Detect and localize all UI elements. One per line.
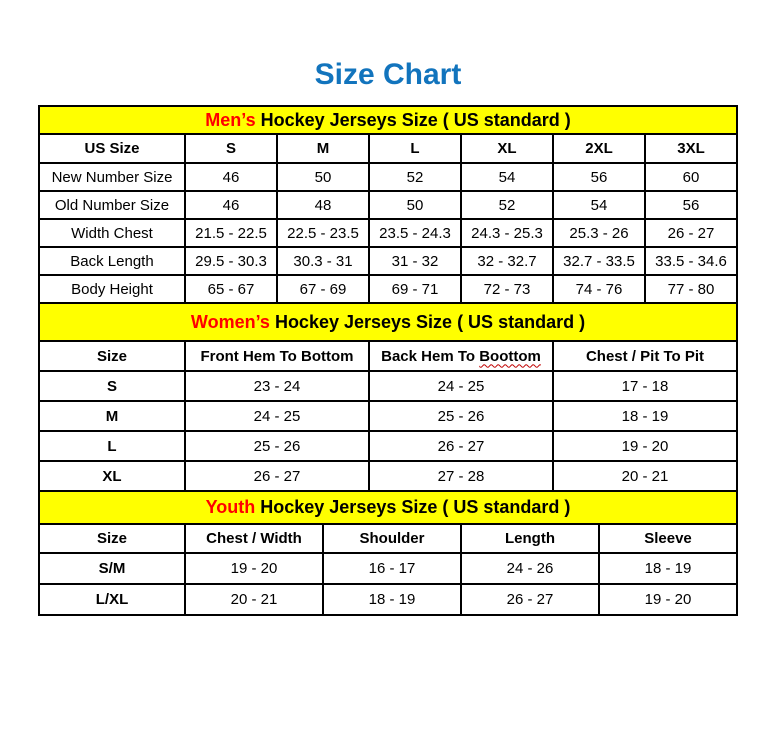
- mens-cell: 54: [553, 191, 645, 219]
- table-row: [39, 553, 737, 584]
- table-row: [39, 275, 737, 303]
- mens-size-table: [38, 105, 738, 304]
- mens-cell: 32.7 - 33.5: [553, 247, 645, 275]
- mens-cell: 52: [369, 163, 461, 191]
- youth-banner-rest: Hockey Jerseys Size ( US standard ): [255, 497, 571, 517]
- mens-cell: 69 - 71: [369, 275, 461, 303]
- mens-header-s: S: [185, 134, 277, 163]
- mens-cell: 50: [369, 191, 461, 219]
- youth-cell: 18 - 19: [323, 584, 461, 615]
- mens-cell: 56: [553, 163, 645, 191]
- womens-size-label: M: [39, 401, 185, 431]
- youth-size-label: S/M: [39, 553, 185, 584]
- table-row: [39, 584, 737, 615]
- mens-cell: 77 - 80: [645, 275, 737, 303]
- mens-cell: 33.5 - 34.6: [645, 247, 737, 275]
- womens-cell: 25 - 26: [369, 401, 553, 431]
- youth-header-chest-width: Chest / Width: [185, 524, 323, 553]
- womens-cell: 17 - 18: [553, 371, 737, 401]
- mens-cell: 22.5 - 23.5: [277, 219, 369, 247]
- youth-size-table: [38, 490, 738, 616]
- mens-cell: 72 - 73: [461, 275, 553, 303]
- womens-banner-rest: Hockey Jerseys Size ( US standard ): [269, 311, 586, 332]
- mens-cell: 31 - 32: [369, 247, 461, 275]
- mens-cell: 32 - 32.7: [461, 247, 553, 275]
- table-row: [39, 431, 737, 461]
- mens-cell: 23.5 - 24.3: [369, 219, 461, 247]
- mens-banner: [39, 106, 737, 134]
- table-row: [39, 219, 737, 247]
- womens-header-size: Size: [39, 341, 185, 371]
- youth-header-shoulder: Shoulder: [323, 524, 461, 553]
- mens-row-label: Back Length: [39, 247, 185, 275]
- youth-header-size: Size: [39, 524, 185, 553]
- mens-header-us-size: US Size: [39, 134, 185, 163]
- womens-cell: 24 - 25: [369, 371, 553, 401]
- mens-cell: 30.3 - 31: [277, 247, 369, 275]
- mens-cell: 46: [185, 163, 277, 191]
- mens-cell: 24.3 - 25.3: [461, 219, 553, 247]
- size-tables: [38, 105, 738, 616]
- mens-cell: 52: [461, 191, 553, 219]
- mens-row-label: New Number Size: [39, 163, 185, 191]
- womens-header-back-prefix: Back Hem To: [381, 347, 476, 365]
- youth-banner-row: [39, 491, 737, 524]
- mens-banner-highlight: Men’s: [205, 109, 256, 130]
- mens-cell: 21.5 - 22.5: [185, 219, 277, 247]
- mens-cell: 65 - 67: [185, 275, 277, 303]
- page-title: Size Chart: [314, 58, 462, 91]
- womens-cell: 24 - 25: [185, 401, 369, 431]
- womens-cell: 26 - 27: [369, 431, 553, 461]
- womens-banner-row: [39, 303, 737, 341]
- table-row: [39, 247, 737, 275]
- youth-cell: 19 - 20: [185, 553, 323, 584]
- youth-cell: 24 - 26: [461, 553, 599, 584]
- womens-size-label: S: [39, 371, 185, 401]
- womens-cell: 27 - 28: [369, 461, 553, 491]
- mens-header-2xl: 2XL: [553, 134, 645, 163]
- womens-header-back-hem: [369, 341, 553, 371]
- mens-cell: 46: [185, 191, 277, 219]
- womens-banner-highlight: Women’s: [190, 311, 270, 332]
- youth-size-label: L/XL: [39, 584, 185, 615]
- mens-header-xl: XL: [461, 134, 553, 163]
- womens-cell: 18 - 19: [553, 401, 737, 431]
- mens-header-3xl: 3XL: [645, 134, 737, 163]
- youth-cell: 26 - 27: [461, 584, 599, 615]
- mens-header-row: [39, 134, 737, 163]
- youth-cell: 18 - 19: [599, 553, 737, 584]
- womens-cell: 23 - 24: [185, 371, 369, 401]
- mens-cell: 29.5 - 30.3: [185, 247, 277, 275]
- womens-header-row: [39, 341, 737, 371]
- mens-cell: 60: [645, 163, 737, 191]
- table-row: [39, 191, 737, 219]
- mens-banner-row: [39, 106, 737, 134]
- table-row: [39, 371, 737, 401]
- mens-cell: 50: [277, 163, 369, 191]
- womens-banner: [39, 303, 737, 341]
- womens-size-label: L: [39, 431, 185, 461]
- womens-cell: 25 - 26: [185, 431, 369, 461]
- womens-cell: 20 - 21: [553, 461, 737, 491]
- table-row: [39, 401, 737, 431]
- youth-banner: [39, 491, 737, 524]
- womens-header-chest: Chest / Pit To Pit: [553, 341, 737, 371]
- youth-header-sleeve: Sleeve: [599, 524, 737, 553]
- mens-cell: 48: [277, 191, 369, 219]
- womens-size-label: XL: [39, 461, 185, 491]
- mens-banner-rest: Hockey Jerseys Size ( US standard ): [255, 109, 571, 130]
- mens-header-l: L: [369, 134, 461, 163]
- mens-cell: 26 - 27: [645, 219, 737, 247]
- youth-banner-highlight: Youth: [205, 497, 256, 517]
- mens-cell: 67 - 69: [277, 275, 369, 303]
- mens-cell: 74 - 76: [553, 275, 645, 303]
- womens-header-back-misspelled-word: Boottom: [479, 347, 541, 365]
- youth-cell: 16 - 17: [323, 553, 461, 584]
- mens-cell: 54: [461, 163, 553, 191]
- womens-cell: 19 - 20: [553, 431, 737, 461]
- mens-row-label: Body Height: [39, 275, 185, 303]
- table-row: [39, 461, 737, 491]
- table-row: [39, 163, 737, 191]
- womens-size-table: [38, 302, 738, 492]
- mens-row-label: Old Number Size: [39, 191, 185, 219]
- youth-cell: 19 - 20: [599, 584, 737, 615]
- mens-row-label: Width Chest: [39, 219, 185, 247]
- mens-cell: 25.3 - 26: [553, 219, 645, 247]
- youth-cell: 20 - 21: [185, 584, 323, 615]
- mens-header-m: M: [277, 134, 369, 163]
- youth-header-row: [39, 524, 737, 553]
- mens-cell: 56: [645, 191, 737, 219]
- womens-cell: 26 - 27: [185, 461, 369, 491]
- youth-header-length: Length: [461, 524, 599, 553]
- womens-header-front-hem: Front Hem To Bottom: [185, 341, 369, 371]
